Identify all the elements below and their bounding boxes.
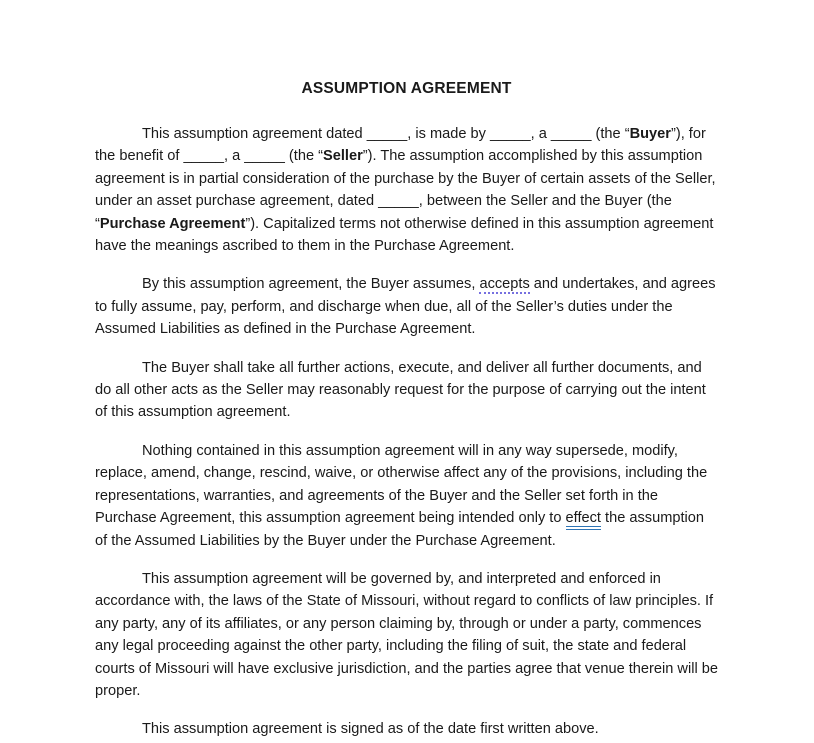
text-run: ”), for the benefit of _____, a _____ (the “ — [95, 126, 706, 165]
text-run: By this assumption agreement, the Buyer assumes, — [142, 276, 480, 293]
document-body — [95, 123, 718, 741]
text-run: and undertakes, and agrees to fully assume, pay, perform, and discharge when due, all of the Seller’s duties under the Assumed Liabilities as defined in the Purchase Agreement. — [95, 276, 716, 338]
paragraph — [95, 123, 718, 257]
paragraph — [95, 357, 718, 424]
text-run: This assumption agreement will be governed by, and interpreted and enforced in accordance with, the laws of the State of Missouri, without regard to conflicts of law principles. If any party, any of its affiliates, or any person claiming by, through or under a party, commences any legal proceeding against the other party, including the filing of suit, the state and federal courts of Missouri will have exclusive jurisdiction, and the parties agree that venue therein will be proper. — [95, 570, 718, 699]
defined-term: Buyer — [629, 126, 671, 142]
text-run: This assumption agreement is signed as of the date first written above. — [142, 721, 599, 738]
defined-term: Seller — [323, 148, 363, 165]
text-run: The Buyer shall take all further actions, execute, and deliver all further documents, and do all other acts as the Seller may reasonably request for the purpose of carrying out the intent of this assumption agreement. — [95, 359, 706, 421]
text-run: Nothing contained in this assumption agreement will in any way supersede, modify, replace, amend, change, rescind, waive, or otherwise affect any of the provisions, including the representations, warranties, and agreements of the Buyer and the Seller set forth in the Purchase Agreement, this assumption agreement being intended only to — [95, 442, 708, 527]
grammar-suggestion-word[interactable]: effect — [566, 510, 601, 530]
paragraph — [95, 718, 718, 740]
defined-term: Purchase Agreement — [99, 215, 246, 232]
paragraph — [95, 440, 718, 552]
style-suggestion-word[interactable]: accepts — [479, 276, 530, 293]
text-run: This assumption agreement dated _____, is made by _____, a _____ (the “ — [142, 126, 630, 142]
paragraph — [95, 568, 718, 702]
document-title: ASSUMPTION AGREEMENT — [301, 80, 512, 97]
text-run: ”). The assumption accomplished by this assumption agreement is in partial consideration of the purchase by the Buyer of certain assets of the Seller, under an asset purchase agreement, dated _____, between the Seller and the Buyer (the “ — [95, 148, 716, 232]
paragraph — [95, 273, 718, 340]
text-run: ”). Capitalized terms not otherwise defined in this assumption agreement have the meanings ascribed to them in the Purchase Agreement. — [95, 215, 714, 255]
text-run: the assumption of the Assumed Liabilities by the Buyer under the Purchase Agreement. — [95, 510, 705, 549]
